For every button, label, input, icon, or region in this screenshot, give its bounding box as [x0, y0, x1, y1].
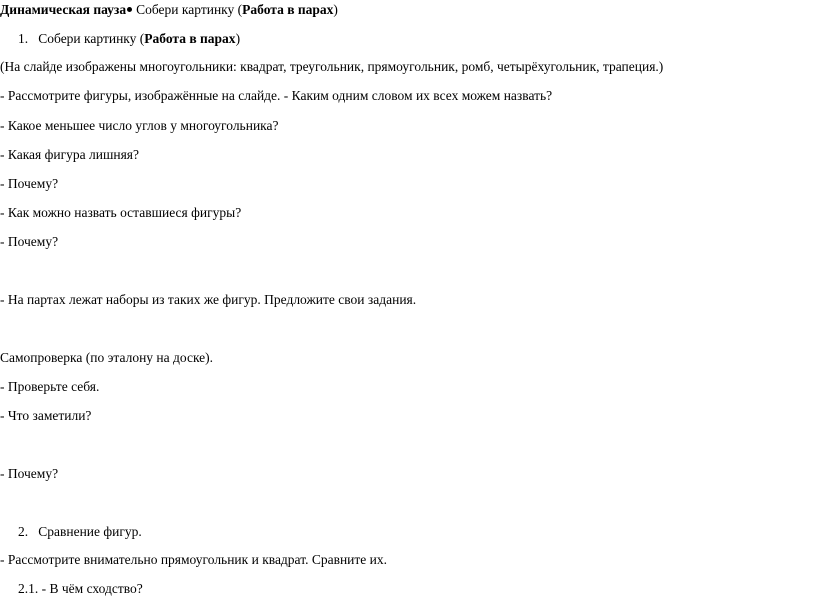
list-item-1-close: ) — [235, 31, 241, 46]
header-bold-title: Динамическая пауза — [0, 2, 127, 17]
text-line-why-2: - Почему? — [0, 234, 59, 249]
text-line-question-remaining: - Как можно назвать оставшиеся фигуры? — [0, 205, 242, 220]
header-text: Собери картинку ( — [136, 2, 243, 17]
list-item-1-text: Собери картинку ( — [38, 31, 145, 46]
list-item-1 — [18, 31, 240, 47]
header-line — [0, 2, 338, 18]
text-line-why-3: - Почему? — [0, 466, 59, 481]
text-line-question-name: - Рассмотрите фигуры, изображённые на слайде. - Каким одним словом их всех можем назвать? — [0, 88, 553, 103]
text-line-compare: - Рассмотрите внимательно прямоугольник и квадрат. Сравните их. — [0, 552, 388, 567]
text-line-why-1: - Почему? — [0, 176, 59, 191]
text-line-noticed: - Что заметили? — [0, 408, 92, 423]
list-item-1-number: 1. — [18, 31, 29, 46]
text-line-desks: - На партах лежат наборы из таких же фигур. Предложите свои задания. — [0, 292, 417, 307]
text-line-question-extra: - Какая фигура лишняя? — [0, 147, 139, 162]
list-item-2 — [18, 524, 142, 540]
list-item-1-bold: Работа в парах — [144, 31, 236, 46]
text-line-question-angles: - Какое меньшее число углов у многоугольника? — [0, 118, 279, 133]
list-item-2-number: 2. — [18, 524, 29, 539]
list-item-2-text: Сравнение фигур. — [38, 524, 142, 539]
sub-item-2-1: 2.1. - В чём сходство? — [18, 581, 143, 596]
bullet-icon — [127, 7, 132, 12]
text-line-slide-description: (На слайде изображены многоугольники: квадрат, треугольник, прямоугольник, ромб, четырёхугольник, трапеция.) — [0, 59, 664, 74]
text-line-check-yourself: - Проверьте себя. — [0, 379, 100, 394]
header-bold-work: Работа в парах — [242, 2, 334, 17]
header-close: ) — [333, 2, 338, 17]
text-line-self-check: Самопроверка (по эталону на доске). — [0, 350, 214, 365]
